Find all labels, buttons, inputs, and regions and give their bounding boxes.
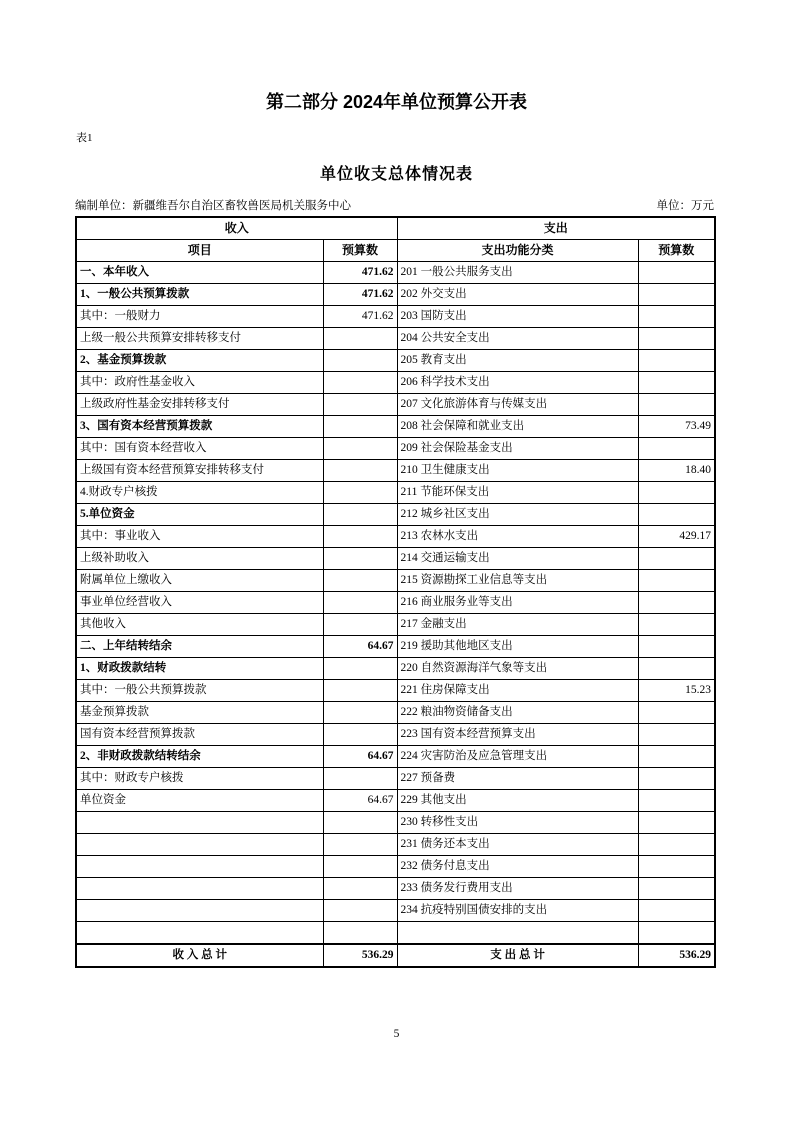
section-header-row: [76, 217, 715, 240]
table-row: [76, 460, 715, 482]
income-value-cell: 471.62: [323, 306, 397, 328]
expense-value-cell: [638, 548, 715, 570]
expense-value-cell: [638, 790, 715, 812]
table-row: [76, 724, 715, 746]
budget-table: [75, 216, 716, 968]
income-value-cell: [323, 834, 397, 856]
income-item-cell: 单位资金: [76, 790, 323, 812]
expense-item-cell: 204 公共安全支出: [397, 328, 638, 350]
income-value-cell: [323, 922, 397, 945]
income-value-cell: [323, 570, 397, 592]
expense-item-cell: 212 城乡社区支出: [397, 504, 638, 526]
income-item-cell: 其中：政府性基金收入: [76, 372, 323, 394]
expense-value-cell: [638, 724, 715, 746]
income-section-header: 收入: [76, 217, 397, 240]
expense-item-cell: 支 出 总 计: [397, 944, 638, 967]
income-item-cell: 其中：一般公共预算拨款: [76, 680, 323, 702]
col-header-budget: 预算数: [323, 240, 397, 262]
income-item-cell: 2、基金预算拨款: [76, 350, 323, 372]
table-row: [76, 768, 715, 790]
expense-item-cell: 224 灾害防治及应急管理支出: [397, 746, 638, 768]
income-item-cell: 上级一般公共预算安排转移支付: [76, 328, 323, 350]
income-value-cell: [323, 856, 397, 878]
expense-value-cell: 15.23: [638, 680, 715, 702]
income-value-cell: 64.67: [323, 746, 397, 768]
expense-item-cell: 216 商业服务业等支出: [397, 592, 638, 614]
income-value-cell: [323, 460, 397, 482]
expense-value-cell: [638, 746, 715, 768]
income-item-cell: [76, 834, 323, 856]
expense-value-cell: 536.29: [638, 944, 715, 967]
expense-item-cell: 232 债务付息支出: [397, 856, 638, 878]
expense-item-cell: 211 节能环保支出: [397, 482, 638, 504]
income-item-cell: [76, 856, 323, 878]
col-header-function: 支出功能分类: [397, 240, 638, 262]
total-row: [76, 944, 715, 967]
expense-item-cell: 233 债务发行费用支出: [397, 878, 638, 900]
income-item-cell: 4.财政专户核拨: [76, 482, 323, 504]
expense-value-cell: [638, 438, 715, 460]
income-value-cell: [323, 614, 397, 636]
income-value-cell: [323, 724, 397, 746]
income-value-cell: 64.67: [323, 790, 397, 812]
table-row: [76, 394, 715, 416]
expense-item-cell: 234 抗疫特别国债安排的支出: [397, 900, 638, 922]
income-value-cell: 471.62: [323, 284, 397, 306]
expense-value-cell: [638, 482, 715, 504]
income-value-cell: [323, 658, 397, 680]
table-row: [76, 328, 715, 350]
expense-item-cell: 201 一般公共服务支出: [397, 262, 638, 284]
expense-item-cell: 230 转移性支出: [397, 812, 638, 834]
table-row: [76, 372, 715, 394]
income-item-cell: [76, 922, 323, 945]
income-item-cell: 附属单位上缴收入: [76, 570, 323, 592]
income-item-cell: 2、非财政拨款结转结余: [76, 746, 323, 768]
expense-value-cell: 429.17: [638, 526, 715, 548]
income-item-cell: 其中：一般财力: [76, 306, 323, 328]
income-item-cell: 3、国有资本经营预算拨款: [76, 416, 323, 438]
expense-item-cell: 206 科学技术支出: [397, 372, 638, 394]
income-item-cell: 上级国有资本经营预算安排转移支付: [76, 460, 323, 482]
expense-value-cell: [638, 262, 715, 284]
expense-item-cell: 231 债务还本支出: [397, 834, 638, 856]
income-value-cell: [323, 548, 397, 570]
expense-value-cell: [638, 394, 715, 416]
income-value-cell: [323, 812, 397, 834]
table-row: [76, 570, 715, 592]
table-row: [76, 834, 715, 856]
prepared-by-label: 编制单位：新疆维吾尔自治区畜牧兽医局机关服务中心: [75, 200, 351, 212]
expense-item-cell: 219 援助其他地区支出: [397, 636, 638, 658]
table-row: [76, 746, 715, 768]
expense-value-cell: [638, 812, 715, 834]
expense-item-cell: 227 预备费: [397, 768, 638, 790]
income-item-cell: 基金预算拨款: [76, 702, 323, 724]
income-value-cell: [323, 592, 397, 614]
table-row: [76, 504, 715, 526]
expense-value-cell: [638, 636, 715, 658]
expense-value-cell: 18.40: [638, 460, 715, 482]
income-value-cell: [323, 372, 397, 394]
income-value-cell: [323, 526, 397, 548]
income-item-cell: 1、财政拨款结转: [76, 658, 323, 680]
income-value-cell: [323, 394, 397, 416]
income-value-cell: [323, 878, 397, 900]
unit-note-label: 单位：万元: [656, 200, 714, 212]
expense-value-cell: [638, 592, 715, 614]
col-header-item: 项目: [76, 240, 323, 262]
table-label: 表1: [76, 132, 93, 144]
income-item-cell: 事业单位经营收入: [76, 592, 323, 614]
table-row: [76, 592, 715, 614]
income-item-cell: [76, 878, 323, 900]
income-value-cell: [323, 702, 397, 724]
income-value-cell: [323, 768, 397, 790]
income-value-cell: [323, 350, 397, 372]
income-item-cell: 上级政府性基金安排转移支付: [76, 394, 323, 416]
table-row: [76, 702, 715, 724]
income-value-cell: 471.62: [323, 262, 397, 284]
table-row: [76, 878, 715, 900]
income-item-cell: 国有资本经营预算拨款: [76, 724, 323, 746]
table-row: [76, 438, 715, 460]
expense-item-cell: 202 外交支出: [397, 284, 638, 306]
income-value-cell: 64.67: [323, 636, 397, 658]
main-title: 第二部分 2024年单位预算公开表: [265, 92, 528, 112]
expense-item-cell: 220 自然资源海洋气象等支出: [397, 658, 638, 680]
table-row: [76, 900, 715, 922]
table-row: [76, 548, 715, 570]
table-row: [76, 812, 715, 834]
column-header-row: [76, 240, 715, 262]
expense-value-cell: [638, 900, 715, 922]
income-value-cell: [323, 328, 397, 350]
expense-item-cell: 209 社会保险基金支出: [397, 438, 638, 460]
expense-section-header: 支出: [397, 217, 715, 240]
col-header-budget2: 预算数: [638, 240, 715, 262]
income-item-cell: 5.单位资金: [76, 504, 323, 526]
expense-value-cell: [638, 658, 715, 680]
expense-item-cell: 217 金融支出: [397, 614, 638, 636]
income-value-cell: [323, 900, 397, 922]
income-item-cell: [76, 812, 323, 834]
income-item-cell: 其中：事业收入: [76, 526, 323, 548]
table-row: [76, 482, 715, 504]
expense-value-cell: [638, 350, 715, 372]
table-row: [76, 922, 715, 945]
table-row: [76, 680, 715, 702]
table-row: [76, 284, 715, 306]
expense-value-cell: [638, 834, 715, 856]
expense-value-cell: 73.49: [638, 416, 715, 438]
table-row: [76, 790, 715, 812]
income-value-cell: [323, 680, 397, 702]
income-value-cell: [323, 438, 397, 460]
expense-value-cell: [638, 856, 715, 878]
expense-item-cell: 210 卫生健康支出: [397, 460, 638, 482]
income-item-cell: 1、一般公共预算拨款: [76, 284, 323, 306]
table-row: [76, 526, 715, 548]
expense-value-cell: [638, 878, 715, 900]
expense-value-cell: [638, 284, 715, 306]
expense-value-cell: [638, 372, 715, 394]
expense-value-cell: [638, 922, 715, 945]
expense-item-cell: [397, 922, 638, 945]
table-title: 单位收支总体情况表: [319, 166, 473, 183]
table-row: [76, 614, 715, 636]
income-item-cell: 一、本年收入: [76, 262, 323, 284]
income-item-cell: 收 入 总 计: [76, 944, 323, 967]
income-item-cell: 上级补助收入: [76, 548, 323, 570]
table-row: [76, 658, 715, 680]
expense-value-cell: [638, 768, 715, 790]
expense-item-cell: 207 文化旅游体育与传媒支出: [397, 394, 638, 416]
table-row: [76, 306, 715, 328]
table-row: [76, 636, 715, 658]
expense-value-cell: [638, 702, 715, 724]
table-row: [76, 856, 715, 878]
income-item-cell: [76, 900, 323, 922]
income-value-cell: 536.29: [323, 944, 397, 967]
expense-value-cell: [638, 328, 715, 350]
table-row: [76, 416, 715, 438]
expense-value-cell: [638, 504, 715, 526]
expense-item-cell: 205 教育支出: [397, 350, 638, 372]
income-item-cell: 其中：国有资本经营收入: [76, 438, 323, 460]
expense-item-cell: 222 粮油物资储备支出: [397, 702, 638, 724]
meta-row: [75, 197, 714, 213]
income-item-cell: 二、上年结转结余: [76, 636, 323, 658]
expense-item-cell: 203 国防支出: [397, 306, 638, 328]
table-row: [76, 262, 715, 284]
income-item-cell: 其中：财政专户核拨: [76, 768, 323, 790]
expense-item-cell: 208 社会保障和就业支出: [397, 416, 638, 438]
table-row: [76, 350, 715, 372]
expense-item-cell: 213 农林水支出: [397, 526, 638, 548]
expense-item-cell: 223 国有资本经营预算支出: [397, 724, 638, 746]
expense-value-cell: [638, 306, 715, 328]
income-item-cell: 其他收入: [76, 614, 323, 636]
expense-item-cell: 215 资源勘探工业信息等支出: [397, 570, 638, 592]
expense-value-cell: [638, 614, 715, 636]
expense-item-cell: 214 交通运输支出: [397, 548, 638, 570]
income-value-cell: [323, 416, 397, 438]
income-value-cell: [323, 482, 397, 504]
income-value-cell: [323, 504, 397, 526]
expense-item-cell: 221 住房保障支出: [397, 680, 638, 702]
page-number: 5: [393, 1028, 400, 1040]
expense-item-cell: 229 其他支出: [397, 790, 638, 812]
expense-value-cell: [638, 570, 715, 592]
budget-table-body: [76, 262, 715, 968]
